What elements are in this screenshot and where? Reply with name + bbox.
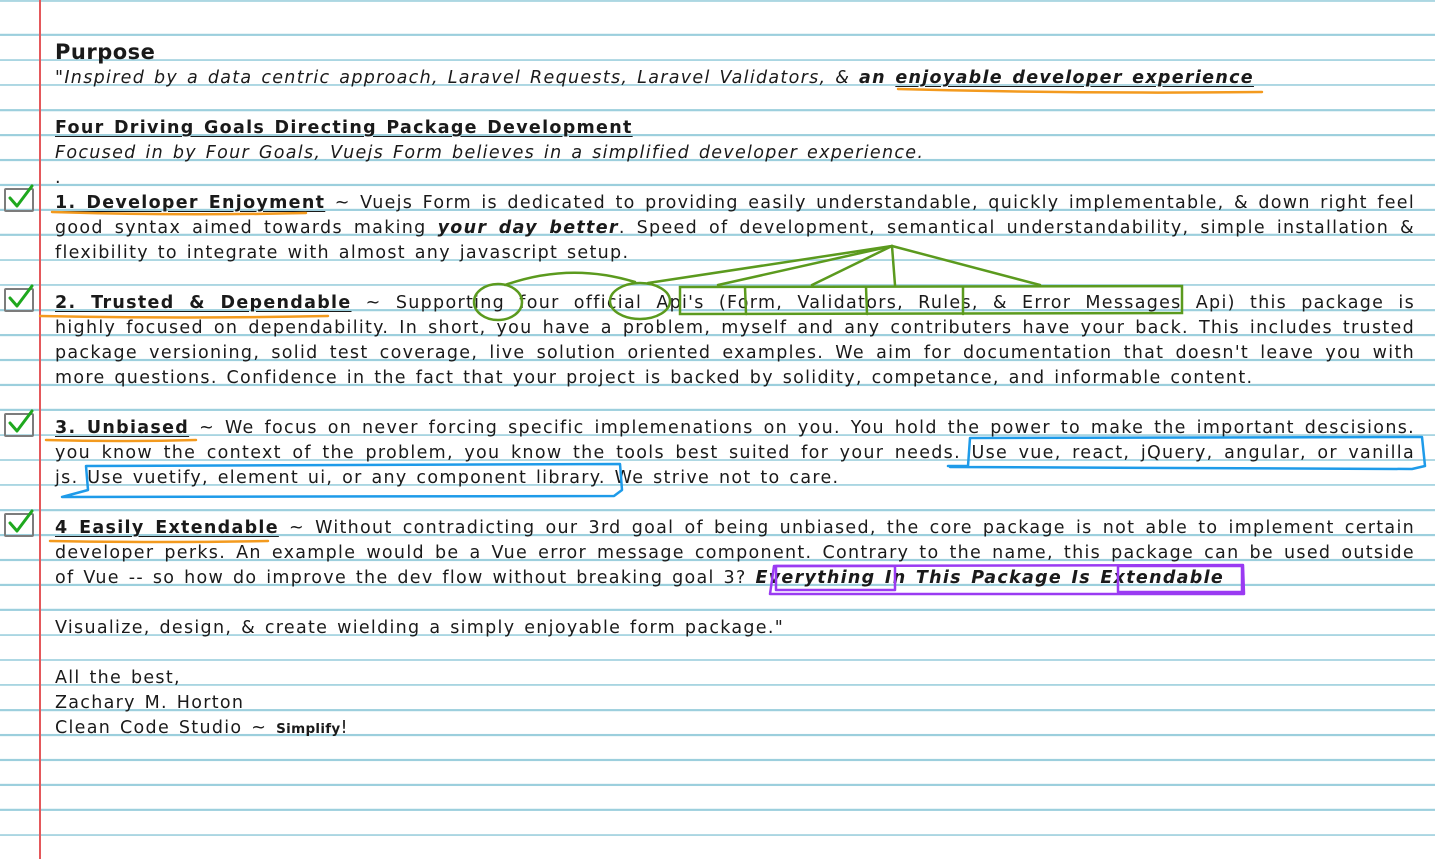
goal4-line1: [55, 516, 1415, 541]
goal1-line2-text-b: . Speed of development, semantical understandability, simple installation &: [618, 218, 1415, 238]
goal1-line1-text: ~ Vuejs Form is dedicated to providing easily understandable, quickly implementable, & down right feel: [325, 193, 1415, 213]
goal3-line3: js. Use vuetify, element ui, or any component library. We strive not to care.: [55, 468, 840, 488]
purpose-title: Purpose: [55, 40, 156, 64]
checkbox-goal-3[interactable]: [4, 413, 34, 437]
goal1-line3: flexibility to integrate with almost any javascript setup.: [55, 243, 630, 263]
goal2-line1-text: ~ Supporting four official Api's (Form, Validators, Rules, & Error Messages Api) this package is: [351, 293, 1415, 313]
goal2-line4: more questions. Confidence in the fact that your project is backed by solidity, competance, and informable content.: [55, 368, 1254, 388]
goal3-line1-text: ~ We focus on never forcing specific implemenations on you. You hold the power to make the important descisions.: [189, 418, 1415, 438]
goal4-emphasis: Everything In This Package Is Extendable: [755, 568, 1225, 588]
goal2-line1: [55, 291, 1415, 316]
goal4-label: 4 Easily Extendable: [55, 518, 279, 538]
purpose-quote-line: [55, 66, 1415, 91]
signoff-studio: [55, 716, 1415, 742]
signoff-simplify: Simplify: [276, 721, 341, 737]
goal3-label: 3. Unbiased: [55, 418, 190, 438]
goal3-line2: you know the context of the problem, you know the tools best suited for your needs. Use vue, react, jQuery, angular, or vanilla: [55, 443, 1415, 463]
margin-line: [39, 0, 41, 859]
goal1-line1: [55, 191, 1415, 216]
green-arc-four-apis: [505, 273, 635, 285]
goal2-line2: highly focused on dependability. In short, you have a problem, myself and any contributers have your back. This includes trusted: [55, 318, 1415, 338]
purpose-heading-line: [55, 40, 1415, 67]
signoff-line1: All the best,: [55, 668, 181, 688]
goals-intro: Focused in by Four Goals, Vuejs Form believes in a simplified developer experience.: [55, 143, 925, 163]
quote-text: "Inspired by a data centric approach, Laravel Requests, Laravel Validators, &: [55, 68, 860, 88]
checkmark-icon: [8, 184, 36, 210]
quote-highlight-b: enjoyable developer experience: [895, 68, 1254, 88]
goal4-line1-text: ~ Without contradicting our 3rd goal of being unbiased, the core package is not able to implement certain: [278, 518, 1415, 538]
goal2-line3: package versioning, solid test coverage, live solution oriented examples. We aim for documentation that doesn't leave you with: [55, 343, 1415, 363]
closing-line: Visualize, design, & create wielding a simply enjoyable form package.": [55, 618, 785, 638]
signoff-exclaim: !: [340, 718, 349, 738]
checkbox-goal-2[interactable]: [4, 288, 34, 312]
goal3-line1: [55, 416, 1415, 441]
goal4-line3: [55, 566, 1415, 591]
goal1-emphasis: your day better: [437, 218, 619, 238]
quote-highlight-a: an: [859, 68, 896, 88]
signoff-name: Zachary M. Horton: [55, 693, 245, 713]
signoff-studio-text: Clean Code Studio ~: [55, 718, 277, 738]
dot-mark: .: [55, 168, 62, 188]
checkmark-icon: [8, 284, 36, 310]
checkbox-goal-4[interactable]: [4, 513, 34, 537]
goals-heading: Four Driving Goals Directing Package Development: [55, 118, 633, 138]
goal1-line2-text-a: good syntax aimed towards making: [55, 218, 438, 238]
goal1-line2: [55, 216, 1415, 241]
checkmark-icon: [8, 509, 36, 535]
goal4-line2: developer perks. An example would be a Vue error message component. Contrary to the name, this package can be used outside: [55, 543, 1415, 563]
goals-heading-line: [55, 116, 1415, 141]
goal1-label: 1. Developer Enjoyment: [55, 193, 326, 213]
goal2-label: 2. Trusted & Dependable: [55, 293, 352, 313]
checkmark-icon: [8, 409, 36, 435]
checkbox-goal-1[interactable]: [4, 188, 34, 212]
goal4-line3-text: of Vue -- so how do improve the dev flow without breaking goal 3?: [55, 568, 756, 588]
